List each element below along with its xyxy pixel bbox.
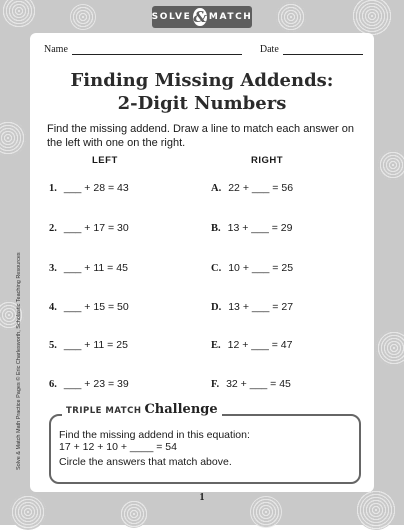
left-problem (49, 339, 128, 351)
header-right-text: MATCH (208, 12, 253, 22)
problem-letter: E. (211, 340, 221, 351)
right-column-heading: RIGHT (251, 155, 284, 166)
challenge-heading (62, 402, 222, 417)
swirl-decoration (70, 4, 96, 30)
challenge-equation: 17 + 12 + 10 + ____ = 54 (59, 441, 177, 453)
swirl-decoration (378, 150, 404, 180)
header-left-text: SOLVE (151, 12, 192, 22)
problem-equation: 32 + ___ = 45 (226, 378, 291, 390)
left-problem (49, 301, 129, 313)
problem-number: 5. (49, 340, 57, 351)
problem-letter: C. (211, 263, 222, 274)
problem-equation: ___ + 23 = 39 (63, 378, 129, 390)
problem-number: 2. (49, 223, 57, 234)
swirl-decoration (120, 500, 148, 528)
left-problem (49, 378, 129, 390)
right-problem (211, 262, 293, 274)
swirl-decoration (376, 330, 404, 366)
problem-number: 3. (49, 263, 57, 274)
problem-letter: A. (211, 183, 222, 194)
problem-number: 4. (49, 302, 57, 313)
right-problem (211, 182, 293, 194)
problem-letter: F. (211, 379, 220, 390)
challenge-label-small: TRIPLE MATCH (66, 406, 142, 416)
name-label: Name (44, 44, 68, 55)
problem-letter: D. (211, 302, 222, 313)
left-column-heading: LEFT (92, 155, 118, 166)
name-field[interactable] (72, 44, 242, 55)
problem-equation: 10 + ___ = 25 (228, 262, 294, 274)
challenge-instruction: Find the missing addend in this equation: (59, 429, 250, 441)
swirl-decoration (352, 0, 392, 36)
problem-number: 1. (49, 183, 57, 194)
left-problem (49, 222, 129, 234)
right-problem (211, 222, 292, 234)
header-banner (152, 6, 252, 28)
header-ampersand: & (193, 8, 207, 26)
right-problem (211, 378, 291, 390)
problem-equation: 22 + ___ = 56 (228, 182, 294, 194)
challenge-direction: Circle the answers that match above. (59, 456, 232, 468)
problem-equation: 13 + ___ = 29 (227, 222, 293, 234)
right-problem (211, 339, 292, 351)
problem-equation: 13 + ___ = 27 (228, 301, 294, 313)
problem-number: 6. (49, 379, 57, 390)
copyright-credit: Solve & Match Math Practice Pages © Eric Charlesworth, Scholastic Teaching Resources (16, 252, 22, 470)
left-problem (49, 262, 128, 274)
right-problem (211, 301, 293, 313)
page-title: Finding Missing Addends: (70, 70, 334, 91)
problem-equation: ___ + 11 = 45 (63, 262, 128, 274)
problem-equation: ___ + 17 = 30 (63, 222, 129, 234)
page-number: 1 (199, 492, 205, 503)
swirl-decoration (276, 2, 306, 32)
name-date-row (44, 44, 366, 55)
left-problem (49, 182, 129, 194)
date-label: Date (259, 44, 279, 55)
swirl-decoration (2, 0, 36, 28)
challenge-label-big: Challenge (144, 402, 218, 417)
problem-equation: ___ + 11 = 25 (63, 339, 128, 351)
problem-equation: ___ + 15 = 50 (63, 301, 129, 313)
problem-letter: B. (211, 223, 221, 234)
page-subtitle: 2-Digit Numbers (117, 93, 287, 114)
swirl-decoration (0, 120, 26, 156)
problem-equation: 12 + ___ = 47 (227, 339, 293, 351)
instructions: Find the missing addend. Draw a line to match each answer on the left with one on the right. (47, 123, 354, 149)
problem-equation: ___ + 28 = 43 (63, 182, 129, 194)
date-field[interactable] (283, 44, 363, 55)
